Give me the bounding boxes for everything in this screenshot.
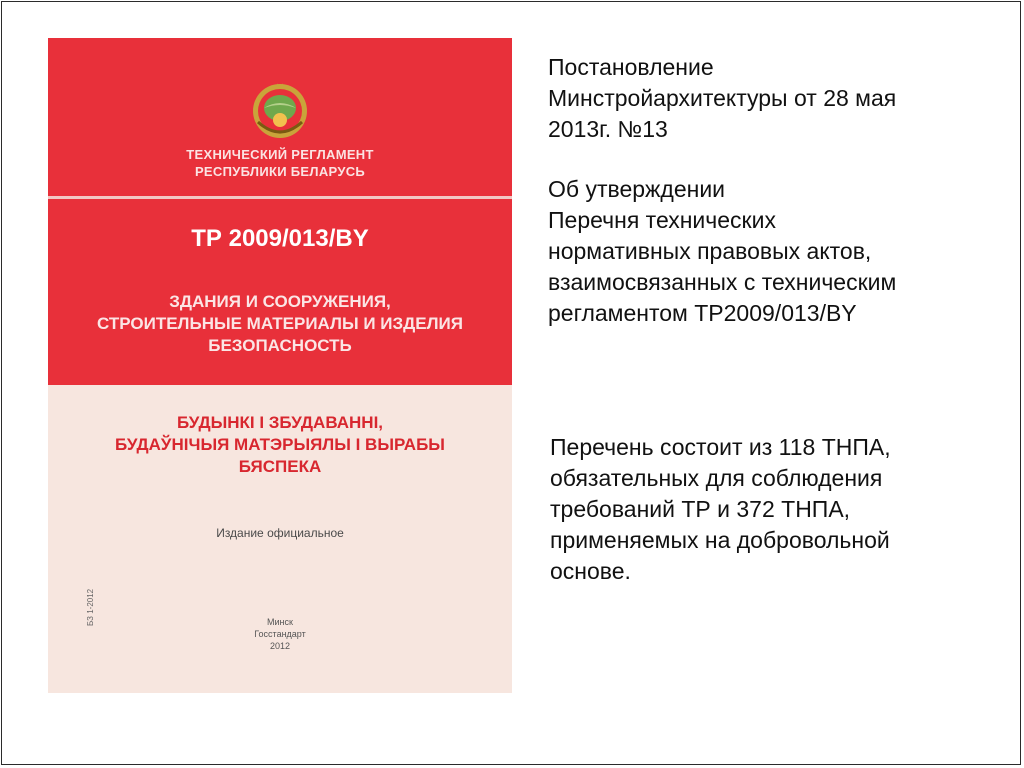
title-by-line: БУДЫНКІ І ЗБУДАВАННІ, [176,413,384,432]
approval-text [548,174,998,329]
publisher-imprint [48,616,512,652]
edition-label: Издание официальное [216,526,344,540]
book-cover [48,38,512,693]
regulation-type-line: ТЕХНИЧЕСКИЙ РЕГЛАМЕНТ [186,147,374,162]
belarus-coat-of-arms-icon [250,80,310,140]
title-by-line: БУДАЎНІЧЫЯ МАТЭРЫЯЛЫ І ВЫРАБЫ [115,435,445,454]
decree-line: 2013г. №13 [548,116,668,142]
decree-line: Постановление [548,54,714,80]
summary-line: Перечень состоит из 118 ТНПА, [550,434,891,460]
summary-line: требований ТР и 372 ТНПА, [550,496,851,522]
title-by-line: БЯСПЕКА [238,457,322,476]
regulation-type [48,146,512,180]
title-ru-line: БЕЗОПАСНОСТЬ [208,336,352,355]
imprint-line: Госстандарт [254,629,306,639]
approval-line: Перечня технических [548,207,776,233]
decree-heading [548,52,998,145]
summary-line: применяемых на добровольной [550,527,890,553]
cover-title-russian [48,291,512,357]
imprint-line: 2012 [269,641,291,651]
title-ru-line: СТРОИТЕЛЬНЫЕ МАТЕРИАЛЫ И ИЗДЕЛИЯ [97,314,463,333]
summary-text [550,432,1000,587]
approval-line: взаимосвязанных с техническим [548,269,897,295]
approval-line: регламентом ТР2009/013/BY [548,300,857,326]
approval-line: нормативных правовых актов, [548,238,872,264]
regulation-code: ТР 2009/013/BY [191,225,369,252]
regulation-type-line: РЕСПУБЛИКИ БЕЛАРУСЬ [194,164,366,179]
decree-line: Минстройархитектуры от 28 мая [548,85,897,111]
summary-line: основе. [550,558,631,584]
imprint-line: Минск [267,617,293,627]
title-ru-line: ЗДАНИЯ И СООРУЖЕНИЯ, [169,292,391,311]
approval-line: Об утверждении [548,176,726,202]
cover-title-belarusian [48,412,512,478]
summary-line: обязательных для соблюдения [550,465,883,491]
spine-code: БЗ 1-2012 [86,588,95,626]
